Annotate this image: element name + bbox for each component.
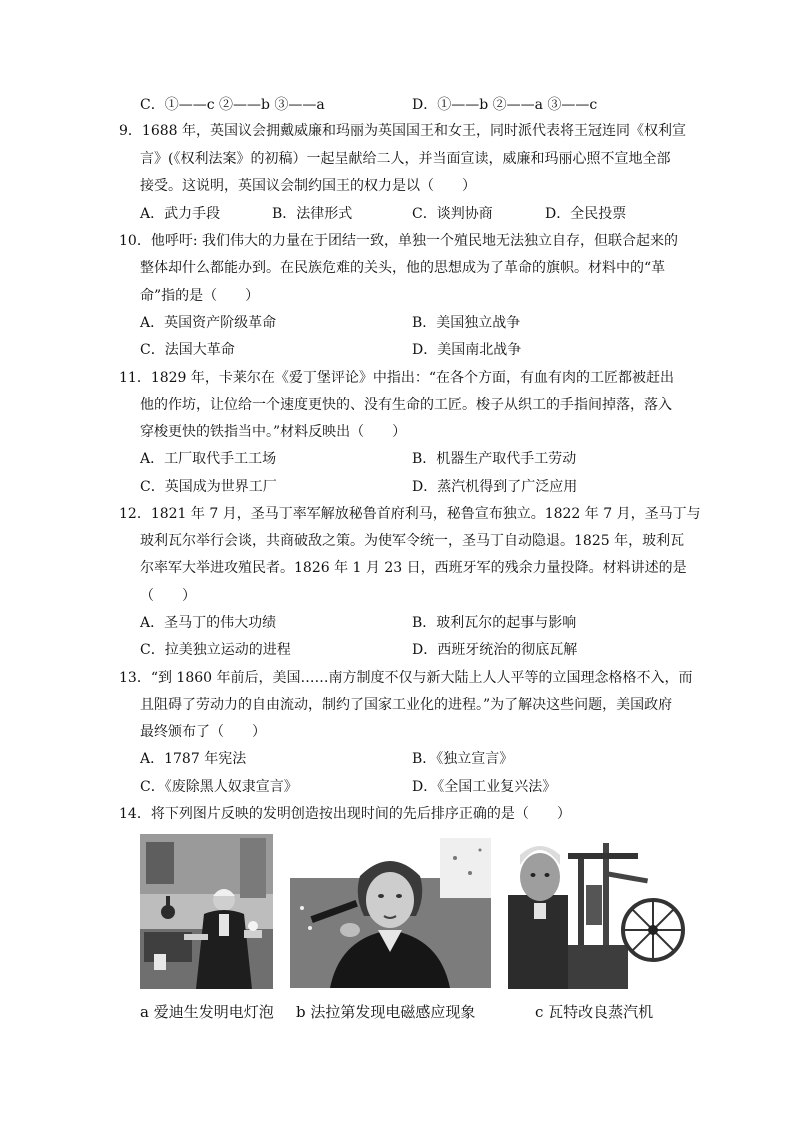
q12-stem-line: 12．1821 年 7 月，圣马丁率军解放秘鲁首府利马，秘鲁宣布独立。1822 年 7 月，圣马丁与 [119, 506, 701, 522]
q12-stem-line: （ ） [140, 588, 196, 604]
q10-stem-line: 10．他呼吁: 我们伟大的力量在于团结一致，单独一个殖民地无法独立自存，但联合起来的 [119, 233, 678, 249]
q13-stem-line: 最终颁布了（ ） [140, 724, 266, 740]
q11-option-d: D．蒸汽机得到了广泛应用 [412, 479, 578, 495]
q9-stem-line: 9．1688 年，英国议会拥戴威廉和玛丽为英国国王和女王，同时派代表将王冠连同《权利宣 [119, 123, 686, 139]
q10-stem-line: 整体却什么都能办到。在民族危难的关头，他的思想成为了革命的旗帜。材料中的“革 [140, 260, 666, 276]
q9-option-b: B．法律形式 [272, 206, 353, 222]
q12-option-d: D．西班牙统治的彻底瓦解 [412, 642, 578, 658]
q9-stem-line: 言》(《权利法案》的初稿）一起呈献给二人，并当面宣读，威廉和玛丽心照不宣地全部 [140, 151, 671, 167]
q11-stem-line: 穿梭更快的铁指当中。”材料反映出（ ） [140, 424, 407, 440]
q12-option-c: C．拉美独立运动的进程 [140, 642, 291, 658]
q12-option-a: A．圣马丁的伟大功绩 [140, 615, 277, 631]
q13-option-c: C．《废除黑人奴隶宣言》 [140, 779, 298, 795]
photo-watt-steam-engine [508, 835, 686, 989]
q10-option-b: B．美国独立战争 [412, 315, 521, 331]
q12-option-b: B．玻利瓦尔的起事与影响 [412, 615, 577, 631]
q11-option-c: C．英国成为世界工厂 [140, 479, 277, 495]
q8-option-d: D．①——b ②——a ③——c [412, 97, 598, 113]
q12-stem-line: 尔率军大举进攻殖民者。1826 年 1 月 23 日，西班牙军的残余力量投降。材料讲述的是 [140, 560, 687, 576]
photo-faraday-induction [290, 838, 491, 988]
q10-option-a: A．英国资产阶级革命 [140, 315, 277, 331]
q9-option-c: C．谈判协商 [412, 206, 493, 222]
caption-c: c 瓦特改良蒸汽机 [535, 1003, 654, 1021]
caption-a: a 爱迪生发明电灯泡 [140, 1003, 274, 1021]
q13-stem-line: 13．“到 1860 年前后，美国……南方制度不仅与新大陆上人人平等的立国理念格格不入，而 [119, 670, 693, 686]
q11-stem-line: 他的作坊，让位给一个速度更快的、没有生命的工匠。梭子从织工的手指间掉落，落入 [140, 397, 672, 413]
q13-option-d: D．《全国工业复兴法》 [412, 779, 557, 795]
q12-stem-line: 玻利瓦尔举行会谈，共商破敌之策。为使军令统一，圣马丁自动隐退。1825 年，玻利瓦 [140, 533, 685, 549]
q10-option-d: D．美国南北战争 [412, 342, 522, 358]
q9-stem-line: 接受。这说明，英国议会制约国王的权力是以（ ） [140, 178, 476, 194]
q9-option-d: D．全民投票 [545, 206, 627, 222]
q13-option-b: B．《独立宣言》 [412, 751, 514, 767]
q13-stem-line: 且阻碍了劳动力的自由流动，制约了国家工业化的进程。”为了解决这些问题，美国政府 [140, 697, 673, 713]
q11-option-b: B．机器生产取代手工劳动 [412, 451, 577, 467]
q14-stem-line: 14．将下列图片反映的发明创造按出现时间的先后排序正确的是（ ） [119, 806, 571, 822]
q10-stem-line: 命”指的是（ ） [140, 288, 260, 304]
q10-option-c: C．法国大革命 [140, 342, 235, 358]
q11-stem-line: 11．1829 年，卡莱尔在《爱丁堡评论》中指出：“在各个方面，有血有肉的工匠都被赶出 [119, 370, 675, 386]
q11-option-a: A．工厂取代手工工场 [140, 451, 277, 467]
q13-option-a: A．1787 年宪法 [140, 751, 247, 767]
caption-b: b 法拉第发现电磁感应现象 [296, 1003, 476, 1021]
photo-edison-lightbulb [140, 834, 273, 989]
q8-option-c: C．①——c ②——b ③——a [140, 97, 325, 113]
q9-option-a: A．武力手段 [140, 206, 221, 222]
